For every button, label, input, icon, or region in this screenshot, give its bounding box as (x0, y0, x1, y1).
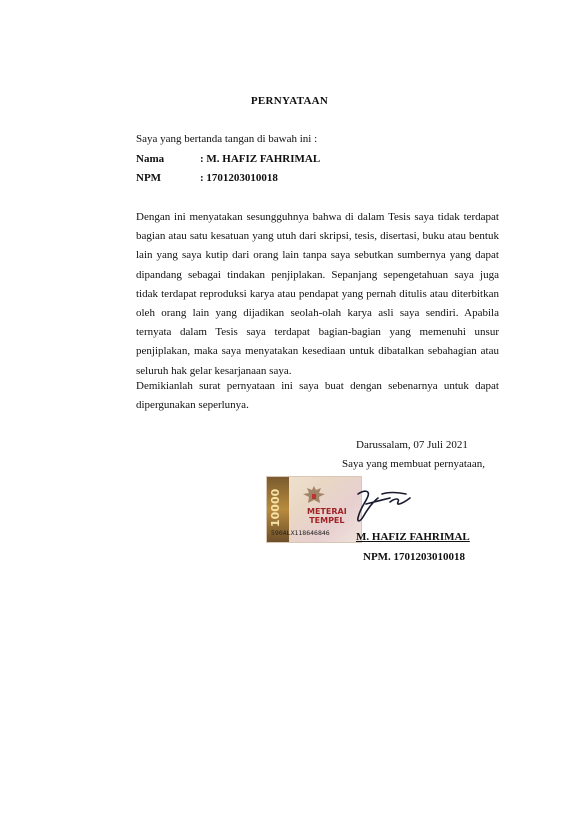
intro-line: Saya yang bertanda tangan di bawah ini : (136, 133, 318, 145)
signatory-npm: NPM. 1701203010018 (363, 551, 466, 563)
stamp-value: 10000 (269, 488, 282, 528)
closing-paragraph: Demikianlah surat pernyataan ini saya buat dengan sebenarnya untuk dapat dipergunakan seperlunya. (136, 380, 499, 412)
npm-field (136, 172, 278, 184)
garuda-emblem-icon (301, 483, 327, 509)
stamp-label-line2: TEMPEL (309, 516, 345, 525)
handwritten-signature (340, 484, 420, 526)
statement-paragraph: Dengan ini menyatakan sesungguhnya bahwa di dalam Tesis saya tidak terdapat bagian atau satu kesatuan yang utuh dari skripsi, tesis, disertasi, buku atau bentuk lain yang saya kutip dari orang lain tanpa saya sebutkan sumbernya yang dapat dipandang sebagai tindakan penjiplakan. Sepanjang sepengetahuan saya juga tidak terdapat reproduksi karya atau pendapat yang pernah ditulis atau diterbitkan oleh orang lain yang dijadikan seolah-olah karya asli saya sendiri. Apabila ternyata dalam Tesis saya terdapat bagian-bagian yang memenuhi unsur penjiplakan, maka saya menyatakan kesediaan untuk dibatalkan sebahagian atau seluruh hak gelar kesarjanaan saya. (136, 211, 499, 377)
signer-line: Saya yang membuat pernyataan, (342, 458, 485, 470)
name-label: Nama (136, 153, 165, 165)
place-date: Darussalam, 07 Juli 2021 (356, 439, 468, 451)
document-title: PERNYATAAN (250, 95, 329, 107)
signatory-name: M. HAFIZ FAHRIMAL (356, 531, 470, 543)
stamp-label-line1: METERAI (307, 507, 347, 516)
name-value: : M. HAFIZ FAHRIMAL (200, 153, 321, 165)
name-field (136, 153, 320, 165)
stamp-serial: 590ALX118646846 (271, 529, 330, 537)
npm-label: NPM (136, 172, 162, 184)
npm-value: : 1701203010018 (200, 172, 278, 184)
